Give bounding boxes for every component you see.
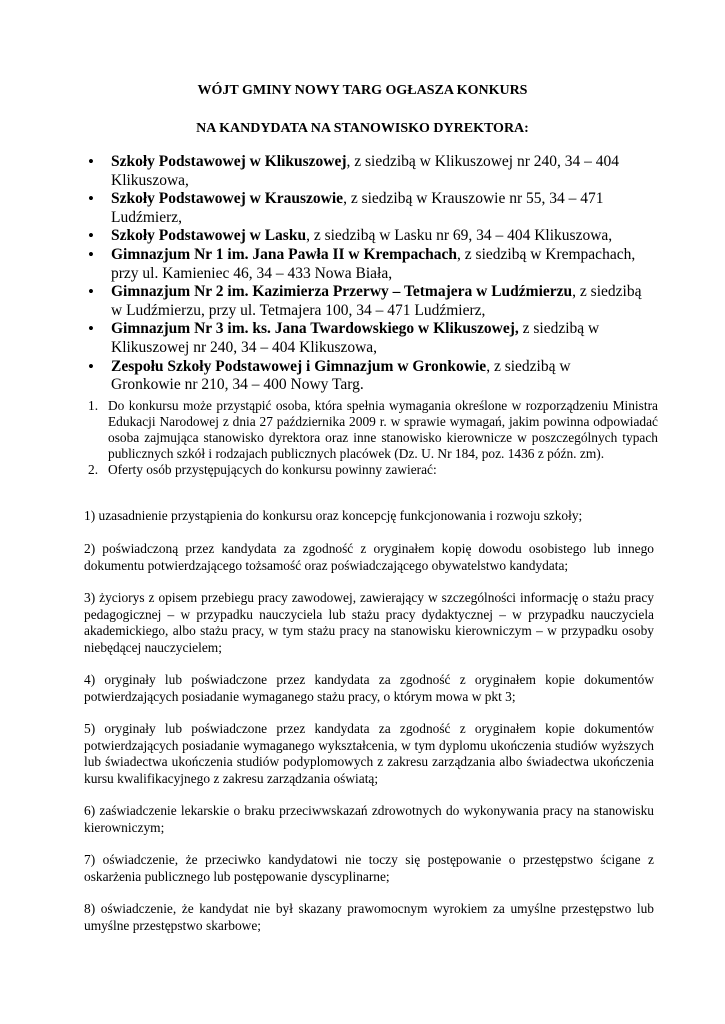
paragraph-number: 2.	[88, 462, 99, 478]
school-list-item	[84, 227, 644, 246]
school-details: , z siedzibą w Ludźmierzu, przy ul. Tetmajera 100, 34 – 471 Ludźmierz,	[111, 283, 642, 319]
paragraph-text: Do konkursu może przystąpić osoba, która spełnia wymagania określone w rozporządzeniu Ministra Edukacji Narodowej z dnia 27 października 2009 r. w sprawie wymagań, jakim powinna odpowiadać osoba zajmująca stanowisko dyrektora oraz inne stanowisko kierownicze w poszczególnych typach publicznych szkół i rodzajach publicznych placówek (Dz. U. Nr 184, poz. 1436 z późn. zm).	[108, 398, 658, 462]
school-details: z siedzibą w Klikuszowej nr 240, 34 – 404 Klikuszowa,	[111, 320, 600, 356]
school-details: , z siedzibą w Lasku nr 69, 34 – 404 Klikuszowa,	[306, 227, 613, 245]
requirement-item: 8) oświadczenie, że kandydat nie był skazany prawomocnym wyrokiem za umyślne przestępstwo lub umyślne przestępstwo skarbowe;	[84, 901, 654, 933]
numbered-paragraph	[84, 462, 658, 478]
school-list-item	[84, 320, 644, 357]
school-list-item	[84, 246, 644, 283]
school-list-item	[84, 153, 644, 190]
school-list-item	[84, 190, 644, 227]
school-name: Szkoły Podstawowej w Lasku	[111, 227, 307, 245]
school-list	[84, 153, 644, 395]
school-details: , z siedzibą w Krauszowie nr 55, 34 – 471 Ludźmierz,	[111, 190, 604, 226]
school-name: Szkoły Podstawowej w Klikuszowej	[111, 153, 347, 170]
school-details: , z siedzibą w Klikuszowej nr 240, 34 – 404 Klikuszowa,	[111, 153, 620, 189]
requirement-item: 5) oryginały lub poświadczone przez kandydata za zgodność z oryginałem kopie dokumentów potwierdzających posiadanie wymaganego wykształcenia, w tym dyplomu ukończenia studiów wyższych lub świadectwa ukończenia studiów podyplomowych z zakresu zarządzania albo świadectwa ukończenia kursu kwalifikacyjnego z zakresu zarządzania oświatą;	[84, 721, 654, 786]
school-details: , z siedzibą w Krempachach, przy ul. Kamieniec 46, 34 – 433 Nowa Biała,	[111, 245, 636, 282]
paragraph-text: Oferty osób przystępujących do konkursu powinny zawierać:	[108, 462, 437, 478]
school-name: Gimnazjum Nr 2 im. Kazimierza Przerwy – Tetmajera w Ludźmierzu	[111, 283, 573, 301]
school-list-item	[84, 283, 644, 320]
school-details: , z siedzibą w Gronkowie nr 210, 34 – 400 Nowy Targ.	[111, 357, 571, 394]
requirement-item: 3) życiorys z opisem przebiegu pracy zawodowej, zawierający w szczególności informację o stażu pracy pedagogicznej – w przypadku nauczyciela lub stażu pracy dydaktycznej – w przypadku nauczyciela akademickiego, albo stażu pracy, w tym stażu pracy na stanowisku kierowniczym – w przypadku osoby niebędącej nauczycielem;	[84, 590, 654, 655]
school-list-item	[84, 358, 644, 395]
numbered-paragraph	[84, 398, 658, 462]
numbered-paragraphs	[84, 398, 658, 478]
requirement-item: 4) oryginały lub poświadczone przez kandydata za zgodność z oryginałem kopie dokumentów potwierdzających posiadanie wymaganego stażu pracy, o którym mowa w pkt 3;	[84, 672, 654, 704]
requirement-item: 2) poświadczoną przez kandydata za zgodność z oryginałem kopię dowodu osobistego lub innego dokumentu potwierdzającego tożsamość oraz poświadczającego obywatelstwo kandydata;	[84, 541, 654, 573]
announcement-subtitle: NA KANDYDATA NA STANOWISKO DYREKTORA:	[196, 121, 529, 136]
requirement-item: 7) oświadczenie, że przeciwko kandydatowi nie toczy się postępowanie o przestępstwo ścigane z oskarżenia publicznego lub postępowanie dyscyplinarne;	[84, 852, 654, 884]
school-name: Zespołu Szkoły Podstawowej i Gimnazjum w Gronkowie	[111, 357, 487, 375]
requirement-item: 6) zaświadczenie lekarskie o braku przeciwwskazań zdrowotnych do wykonywania pracy na stanowisku kierowniczym;	[84, 803, 654, 835]
school-name: Szkoły Podstawowej w Krauszowie	[111, 190, 344, 208]
requirement-item: 1) uzasadnienie przystąpienia do konkursu oraz koncepcję funkcjonowania i rozwoju szkoły;	[84, 508, 583, 523]
paragraph-number: 1.	[88, 398, 99, 413]
announcement-title: WÓJT GMINY NOWY TARG OGŁASZA KONKURS	[197, 83, 528, 98]
school-name: Gimnazjum Nr 3 im. ks. Jana Twardowskiego w Klikuszowej,	[111, 320, 519, 338]
school-name: Gimnazjum Nr 1 im. Jana Pawła II w Krempachach	[111, 245, 458, 263]
